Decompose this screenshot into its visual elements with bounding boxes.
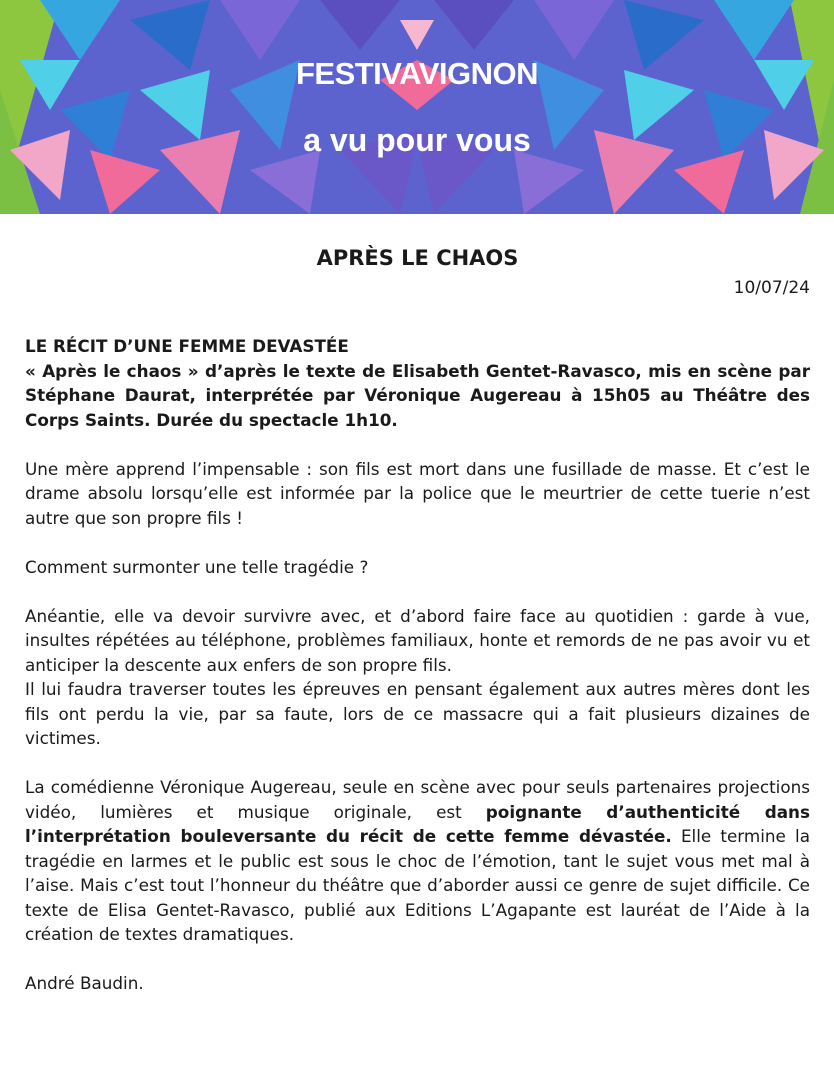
festival-banner	[0, 0, 834, 214]
banner-subtitle: a vu pour vous	[303, 122, 531, 158]
article-body	[25, 334, 810, 996]
show-credits: « Après le chaos » d’après le texte de Elisabeth Gentet-Ravasco, mis en scène par Stéphane Daurat, interprétée par Véronique Augereau à 15h05 au Théâtre des Corps Saints. Durée du spectacle 1h10.	[25, 360, 810, 430]
spacer	[25, 579, 810, 604]
kaleidoscope-graphic	[0, 0, 834, 214]
paragraph-4: Il lui faudra traverser toutes les épreuves en pensant également aux autres mères dont les fils ont perdu la vie, par sa faute, lors de ce massacre qui a fait plusieurs dizaines de victimes.	[25, 679, 810, 748]
article-date: 10/07/24	[733, 278, 810, 298]
spacer	[25, 751, 810, 776]
paragraph-5-start: La comédienne Véronique Augereau, seule en scène avec pour seuls partenaires projections vidéo, lumières et musique originale, est	[25, 777, 810, 822]
paragraph-5-highlight: poignante d’authenticité dans l’interprétation bouleversante du récit de cette femme dévastée.	[25, 801, 810, 846]
signature: André Baudin.	[25, 973, 144, 993]
spacer	[25, 530, 810, 555]
article-subtitle: LE RÉCIT D’UNE FEMME DEVASTÉE	[25, 336, 349, 356]
paragraph-2: Comment surmonter une telle tragédie ?	[25, 556, 369, 577]
banner-title: FESTIVAVIGNON	[295, 56, 539, 91]
spacer	[25, 947, 810, 972]
article-title: APRÈS LE CHAOS	[316, 246, 519, 270]
paragraph-5-end: Elle termine la tragédie en larmes et le public est sous le choc de l’émotion, tant le sujet vous met mal à l’aise. Mais c’est tout l’honneur du théâtre que d’aborder aussi ce genre de sujet difficile. Ce texte de Elisa Gentet-Ravasco, publié aux Editions L’Agapante est lauréat de l’Aide à la création de textes dramatiques.	[25, 826, 810, 944]
spacer	[25, 432, 810, 457]
paragraph-3: Anéantie, elle va devoir survivre avec, et d’abord faire face au quotidien : garde à vue, insultes répétées au téléphone, problèmes familiaux, honte et remords de ne pas avoir vu et anticiper la descente aux enfers de son propre fils.	[25, 605, 810, 675]
paragraph-1: Une mère apprend l’impensable : son fils est mort dans une fusillade de masse. Et c’est le drame absolu lorsqu’elle est informée par la police que le meurtrier de cette tuerie n’est autre que son propre fils !	[25, 458, 810, 528]
paragraph-5	[25, 775, 810, 947]
